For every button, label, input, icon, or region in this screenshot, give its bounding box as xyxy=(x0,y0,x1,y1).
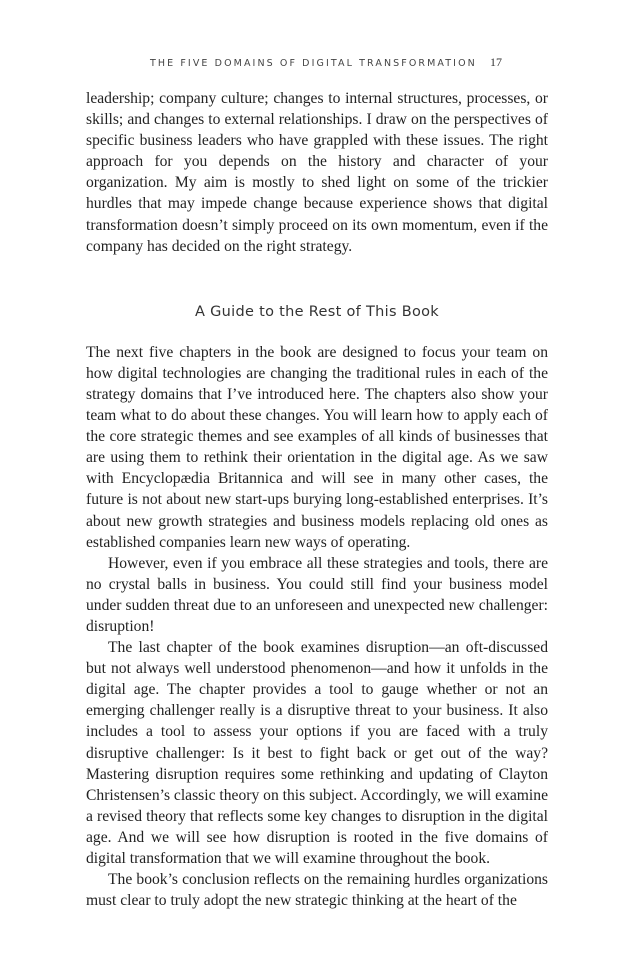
page-body xyxy=(86,88,548,911)
paragraph-last-chapter: The last chapter of the book examines disruption—an oft-discussed but not always well understood phenomenon—and how it unfolds in the digital age. The chapter provides a tool to gauge whether or not an emerging challenger really is a disruptive threat to your business. It also includes a tool to assess your options if you are faced with a truly disruptive challenger: Is it best to fight back or get out of the way? Mastering disruption requires some rethinking and updating of Clayton Christensen’s classic theory on this subject. Accordingly, we will examine a revised theory that reflects some key changes to disruption in the digital age. And we will see how disruption is rooted in the five domains of digital transformation that we will examine throughout the book. xyxy=(86,639,548,867)
paragraph-intro: The next five chapters in the book are designed to focus your team on how digital technologies are changing the traditional rules in each of the strategy domains that I’ve introduced here. The chapters also show your team what to do about these changes. You will learn how to apply each of the core strategic themes and see examples of all kinds of businesses that are using them to rethink their orientation in the digital age. As we saw with Encyclopædia Britannica and will see in many other cases, the future is not about new start-ups burying long-established enterprises. It’s about new growth strategies and business models replacing old ones as established companies learn new ways of operating. xyxy=(86,343,548,551)
running-head xyxy=(150,55,502,70)
section-heading: A Guide to the Rest of This Book xyxy=(195,303,439,320)
paragraph-conclusion: The book’s conclusion reflects on the remaining hurdles organizations must clear to truly adopt the new strategic thinking at the heart of the xyxy=(86,871,548,910)
page-number: 17 xyxy=(490,55,502,69)
paragraph-continued: leadership; company culture; changes to internal structures, processes, or skills; and changes to external relationships. I draw on the perspectives of specific business leaders who have grappled with these issues. The right approach for you depends on the history and character of your organization. My aim is mostly to shed light on some of the trickier hurdles that may impede change because experience shows that digital transformation doesn’t simply proceed on its own momentum, even if the company has decided on the right strategy. xyxy=(86,90,548,255)
running-head-title: THE FIVE DOMAINS OF DIGITAL TRANSFORMATION xyxy=(150,58,477,69)
paragraph-however: However, even if you embrace all these strategies and tools, there are no crystal balls in business. You could still find your business model under sudden threat due to an unforeseen and unexpected new challenger: disruption! xyxy=(86,554,548,635)
